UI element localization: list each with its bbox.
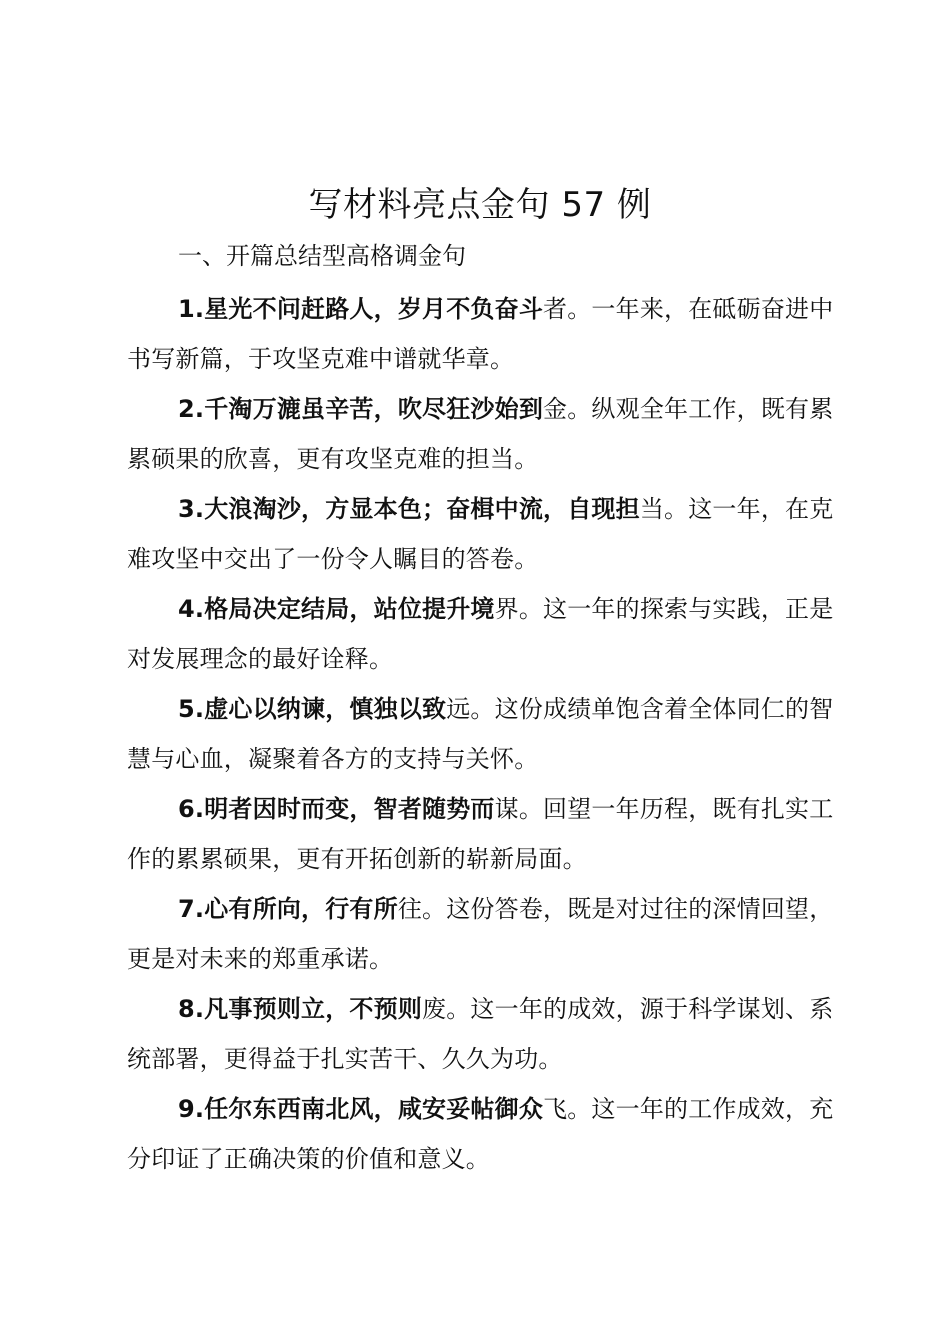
quote-item-6 [127,784,857,884]
quote-text: 往。这份答卷，既是对过往的深情回望，更是对未来的郑重承诺。 [127,895,834,973]
quote-text: 当。这一年，在克难攻坚中交出了一份令人瞩目的答卷。 [127,495,834,573]
quote-lead: 4.格局决定结局，站位提升境 [178,595,495,623]
quote-item-4 [127,584,857,684]
quote-lead: 8.凡事预则立，不预则 [178,995,423,1023]
quote-lead: 3.大浪淘沙，方显本色；奋楫中流，自现担 [178,495,640,523]
quote-text: 界。这一年的探索与实践，正是对发展理念的最好诠释。 [127,595,834,673]
quote-list [127,284,857,1184]
quote-lead: 9.任尔东西南北风，咸安妥帖御众 [178,1095,544,1123]
quote-item-3 [127,484,857,584]
quote-text: 废。这一年的成效，源于科学谋划、系统部署，更得益于扎实苦干、久久为功。 [127,995,834,1073]
section-heading: 一、开篇总结型高格调金句 [178,242,466,270]
quote-lead: 7.心有所向，行有所 [178,895,398,923]
quote-item-1 [127,284,857,384]
quote-item-8 [127,984,857,1084]
quote-text: 远。这份成绩单饱含着全体同仁的智慧与心血，凝聚着各方的支持与关怀。 [127,695,834,773]
quote-text: 谋。回望一年历程，既有扎实工作的累累硕果，更有开拓创新的崭新局面。 [127,795,834,873]
quote-lead: 6.明者因时而变，智者随势而 [178,795,495,823]
quote-text: 飞。这一年的工作成效，充分印证了正确决策的价值和意义。 [127,1095,834,1173]
quote-item-7 [127,884,857,984]
document-title: 写材料亮点金句 57 例 [308,185,652,225]
quote-text: 者。一年来，在砥砺奋进中书写新篇，于攻坚克难中谱就华章。 [127,295,834,373]
quote-text: 金。纵观全年工作，既有累累硕果的欣喜，更有攻坚克难的担当。 [127,395,834,473]
quote-lead: 1.星光不问赶路人，岁月不负奋斗 [178,295,544,323]
quote-item-5 [127,684,857,784]
quote-item-2 [127,384,857,484]
quote-item-9 [127,1084,857,1184]
quote-lead: 2.千淘万漉虽辛苦，吹尽狂沙始到 [178,395,544,423]
quote-lead: 5.虚心以纳谏，慎独以致 [178,695,447,723]
